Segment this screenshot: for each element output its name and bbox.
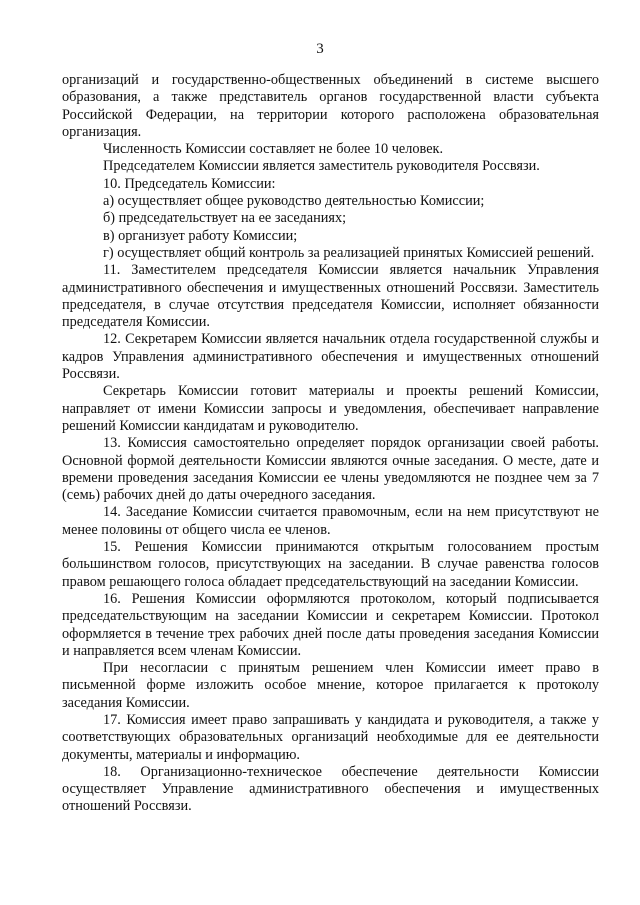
paragraph-item-16: 16. Решения Комиссии оформляются протоколом, который подписывается председательствующим на заседании Комиссии и секретарем Комиссии. Протокол оформляется в течение трех рабочих дней после даты проведения заседания Комиссии и направляется всем членам Комиссии. <box>62 590 599 659</box>
paragraph-item-17: 17. Комиссия имеет право запрашивать у кандидата и руководителя, а также у соответствующих образовательных организаций необходимые для ее деятельности документы, материалы и информацию. <box>62 711 599 763</box>
paragraph-item-10c: в) организует работу Комиссии; <box>103 227 298 244</box>
paragraph-item-14: 14. Заседание Комиссии считается правомочным, если на нем присутствуют не менее половины от общего числа ее членов. <box>62 504 599 538</box>
paragraph-secretary-duties: Секретарь Комиссии готовит материалы и проекты решений Комиссии, направляет от имени Комиссии запросы и уведомления, обеспечивает направление решений Комиссии кандидатам и руководителю. <box>62 383 599 434</box>
paragraph-item-12: 12. Секретарем Комиссии является начальник отдела государственной службы и кадров Управления административного обеспечения и имущественных отношений Россвязи. <box>62 331 599 383</box>
paragraph-continuation: организаций и государственно-общественных объединений в системе высшего образования, а также представитель органов государственной власти субъекта Российской Федерации, на территории которого расположена образовательная организация. <box>62 72 599 140</box>
document-body <box>62 72 599 816</box>
page-number: 3 <box>316 41 324 57</box>
paragraph-item-10b: б) председательствует на ее заседаниях; <box>103 210 347 227</box>
paragraph-commission-size: Численность Комиссии составляет не более 10 человек. <box>103 141 444 158</box>
paragraph-item-18: 18. Организационно-техническое обеспечение деятельности Комиссии осуществляет Управление административного обеспечения и имущественных отношений Россвязи. <box>62 763 599 815</box>
paragraph-chairman: Председателем Комиссии является заместитель руководителя Россвязи. <box>103 158 540 175</box>
paragraph-item-11: 11. Заместителем председателя Комиссии является начальник Управления административного обеспечения и имущественных отношений Россвязи. Заместитель председателя, в случае отсутствия председателя Комиссии, исполняет обязанности председателя Комиссии. <box>62 262 599 331</box>
paragraph-item-13: 13. Комиссия самостоятельно определяет порядок организации своей работы. Основной формой деятельности Комиссии являются очные заседания. О месте, дате и времени проведения заседания Комиссии ее члены уведомляются не позднее чем за 7 (семь) рабочих дней до даты очередного заседания. <box>62 435 599 504</box>
paragraph-item-15: 15. Решения Комиссии принимаются открытым голосованием простым большинством голосов, присутствующих на заседании. В случае равенства голосов правом решающего голоса обладает председательствующий на заседании Комиссии. <box>62 539 599 590</box>
paragraph-item-10: 10. Председатель Комиссии: <box>103 175 276 192</box>
paragraph-dissent: При несогласии с принятым решением член Комиссии имеет право в письменной форме изложить особое мнение, которое прилагается к протоколу заседания Комиссии. <box>62 660 599 711</box>
paragraph-item-10a: а) осуществляет общее руководство деятельностью Комиссии; <box>103 193 485 210</box>
paragraph-item-10d: г) осуществляет общий контроль за реализацией принятых Комиссией решений. <box>103 244 595 261</box>
